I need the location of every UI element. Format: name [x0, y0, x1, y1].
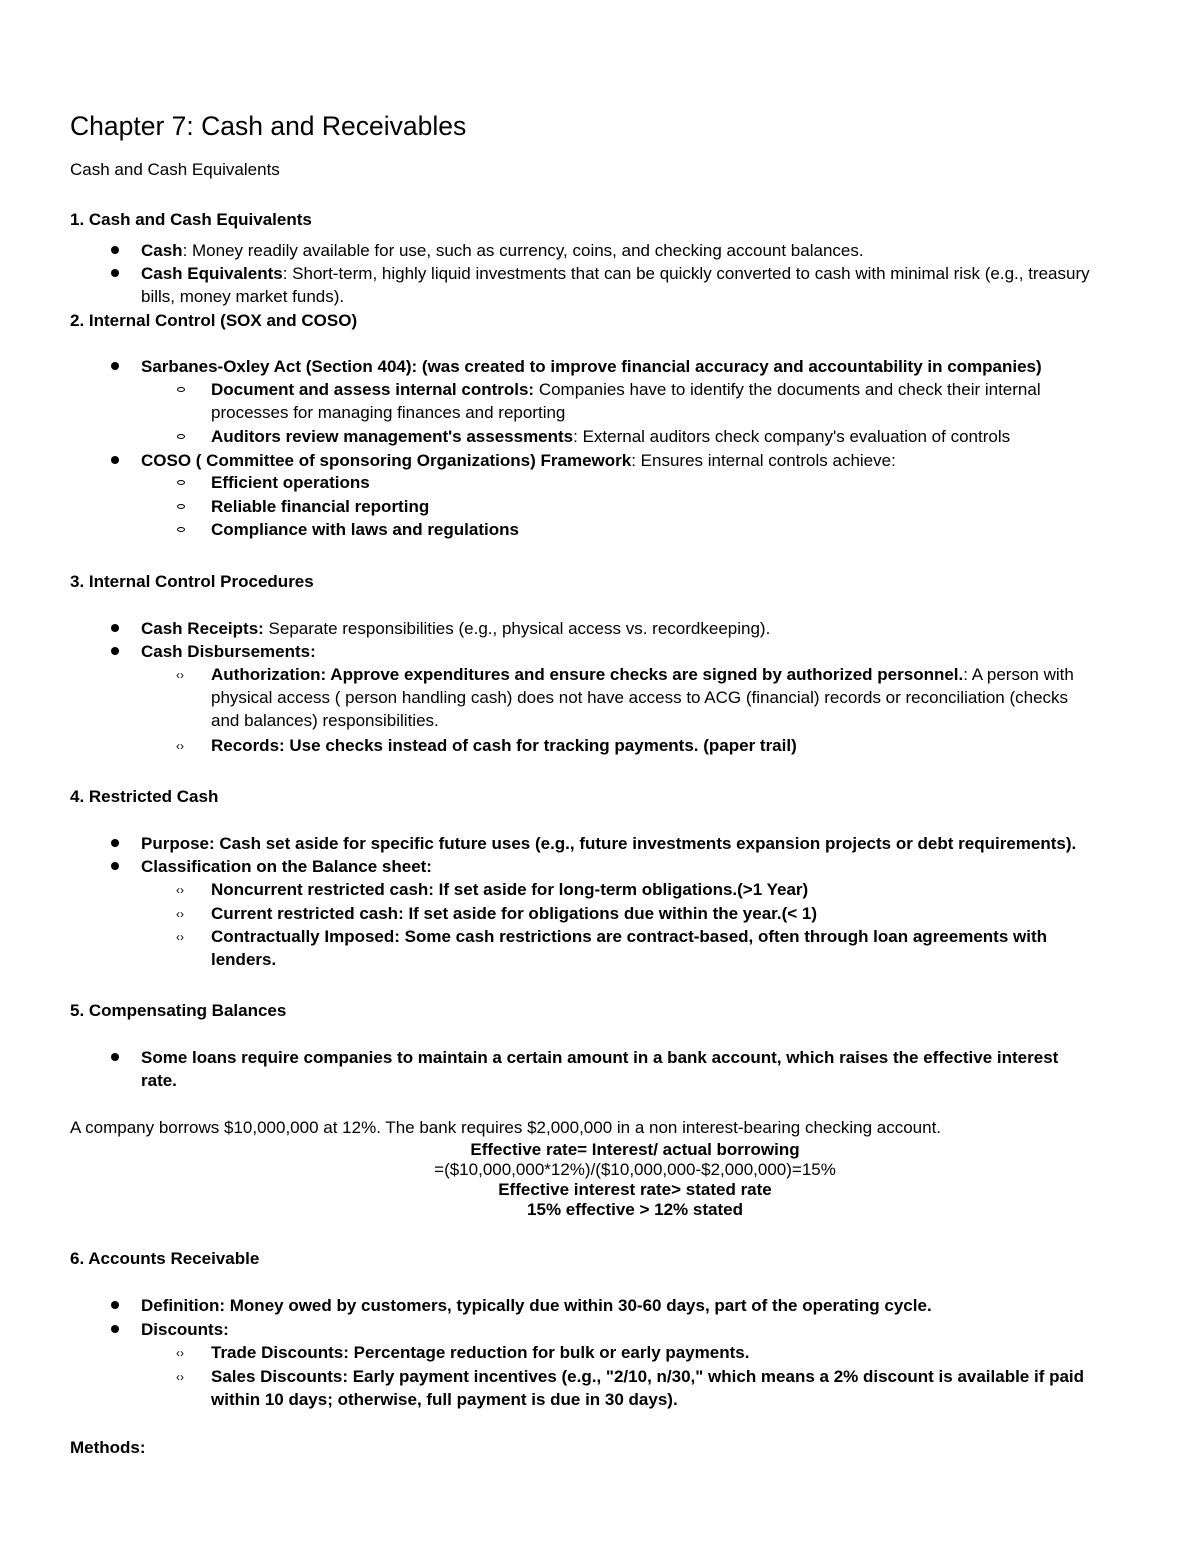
list-item-trade-discounts: Trade Discounts: Percentage reduction for bulk or early payments. — [211, 1343, 750, 1362]
list-item-document-controls-cont: processes for managing finances and reporting — [211, 403, 566, 422]
formula-line-3: Effective interest rate> stated rate — [498, 1180, 772, 1199]
formula-line-2: =($10,000,000*12%)/($10,000,000-$2,000,000)=15% — [434, 1160, 836, 1179]
section-2-heading: 2. Internal Control (SOX and COSO) — [70, 311, 358, 330]
bullet-icon — [111, 246, 119, 254]
list-item-definition: Definition: Money owed by customers, typically due within 30-60 days, part of the operating cycle. — [141, 1296, 932, 1315]
list-item-cash-receipts: Cash Receipts: Separate responsibilities (e.g., physical access vs. recordkeeping). — [141, 619, 771, 638]
arrow-bullet-icon: ‹› — [176, 907, 184, 921]
methods-heading: Methods: — [70, 1438, 146, 1457]
hollow-bullet-icon — [177, 504, 185, 509]
list-item-authorization-cont-2: and balances) responsibilities. — [211, 711, 439, 730]
bullet-icon — [111, 1325, 119, 1333]
list-item-coso-1: Efficient operations — [211, 473, 370, 492]
hollow-bullet-icon — [177, 527, 185, 532]
arrow-bullet-icon: ‹› — [176, 1346, 184, 1360]
section-4-heading: 4. Restricted Cash — [70, 787, 219, 806]
arrow-bullet-icon: ‹› — [176, 883, 184, 897]
section-3-heading: 3. Internal Control Procedures — [70, 572, 314, 591]
section-6-heading: 6. Accounts Receivable — [70, 1249, 260, 1268]
list-item-coso-2: Reliable financial reporting — [211, 497, 430, 516]
formula-line-1: Effective rate= Interest/ actual borrowing — [470, 1140, 800, 1159]
bullet-icon — [111, 647, 119, 655]
list-item-auditors: Auditors review management's assessments: External auditors check company's evaluation of controls — [211, 427, 1011, 446]
bullet-icon — [111, 624, 119, 632]
list-item-loans: Some loans require companies to maintain a certain amount in a bank account, which raises the effective interest — [141, 1048, 1059, 1067]
list-item-coso: COSO ( Committee of sponsoring Organizations) Framework: Ensures internal controls achieve: — [141, 451, 896, 470]
list-item-cash: Cash: Money readily available for use, such as currency, coins, and checking account balances. — [141, 241, 864, 260]
list-item-authorization: Authorization: Approve expenditures and ensure checks are signed by authorized personnel.: A person with — [211, 665, 1074, 684]
section-1-heading: 1. Cash and Cash Equivalents — [70, 210, 312, 229]
list-item-sales-discounts: Sales Discounts: Early payment incentives (e.g., "2/10, n/30," which means a 2% discount is available if paid — [211, 1367, 1085, 1386]
list-item-records: Records: Use checks instead of cash for tracking payments. (paper trail) — [211, 736, 797, 755]
list-item-purpose: Purpose: Cash set aside for specific future uses (e.g., future investments expansion projects or debt requirements). — [141, 834, 1077, 853]
bullet-icon — [111, 862, 119, 870]
bullet-icon — [111, 362, 119, 370]
formula-line-4: 15% effective > 12% stated — [527, 1200, 743, 1219]
list-item-contractual: Contractually Imposed: Some cash restrictions are contract-based, often through loan agreements with — [211, 927, 1048, 946]
hollow-bullet-icon — [177, 480, 185, 485]
list-item-document-controls: Document and assess internal controls: Companies have to identify the documents and check their internal — [211, 380, 1041, 399]
list-item-cash-disbursements: Cash Disbursements: — [141, 642, 316, 661]
example-paragraph: A company borrows $10,000,000 at 12%. The bank requires $2,000,000 in a non interest-bearing checking account. — [70, 1118, 942, 1137]
bullet-icon — [111, 1301, 119, 1309]
page-subtitle: Cash and Cash Equivalents — [70, 160, 280, 179]
hollow-bullet-icon — [177, 434, 185, 439]
arrow-bullet-icon: ‹› — [176, 668, 184, 682]
list-item-current: Current restricted cash: If set aside for obligations due within the year.(< 1) — [211, 904, 817, 923]
list-item-sox: Sarbanes-Oxley Act (Section 404): (was created to improve financial accuracy and accountability in companies) — [141, 357, 1042, 376]
list-item-cash-equivalents-cont: bills, money market funds). — [141, 287, 345, 306]
page-title: Chapter 7: Cash and Receivables — [70, 111, 467, 141]
list-item-coso-3: Compliance with laws and regulations — [211, 520, 519, 539]
list-item-authorization-cont-1: physical access ( person handling cash) does not have access to ACG (financial) records or reconciliation (checks — [211, 688, 1069, 707]
bullet-icon — [111, 839, 119, 847]
list-item-discounts: Discounts: — [141, 1320, 229, 1339]
bullet-icon — [111, 1053, 119, 1061]
list-item-contractual-cont: lenders. — [211, 950, 277, 969]
hollow-bullet-icon — [177, 387, 185, 392]
list-item-loans-cont: rate. — [141, 1071, 177, 1090]
bullet-icon — [111, 269, 119, 277]
arrow-bullet-icon: ‹› — [176, 1370, 184, 1384]
list-item-sales-discounts-cont: within 10 days; otherwise, full payment is due in 30 days). — [211, 1390, 678, 1409]
list-item-cash-equivalents: Cash Equivalents: Short-term, highly liquid investments that can be quickly converted to cash with minimal risk (e.g., treasury — [141, 264, 1090, 283]
list-item-classification: Classification on the Balance sheet: — [141, 857, 432, 876]
section-5-heading: 5. Compensating Balances — [70, 1001, 287, 1020]
arrow-bullet-icon: ‹› — [176, 739, 184, 753]
list-item-noncurrent: Noncurrent restricted cash: If set aside for long-term obligations.(>1 Year) — [211, 880, 809, 899]
arrow-bullet-icon: ‹› — [176, 930, 184, 944]
bullet-icon — [111, 456, 119, 464]
